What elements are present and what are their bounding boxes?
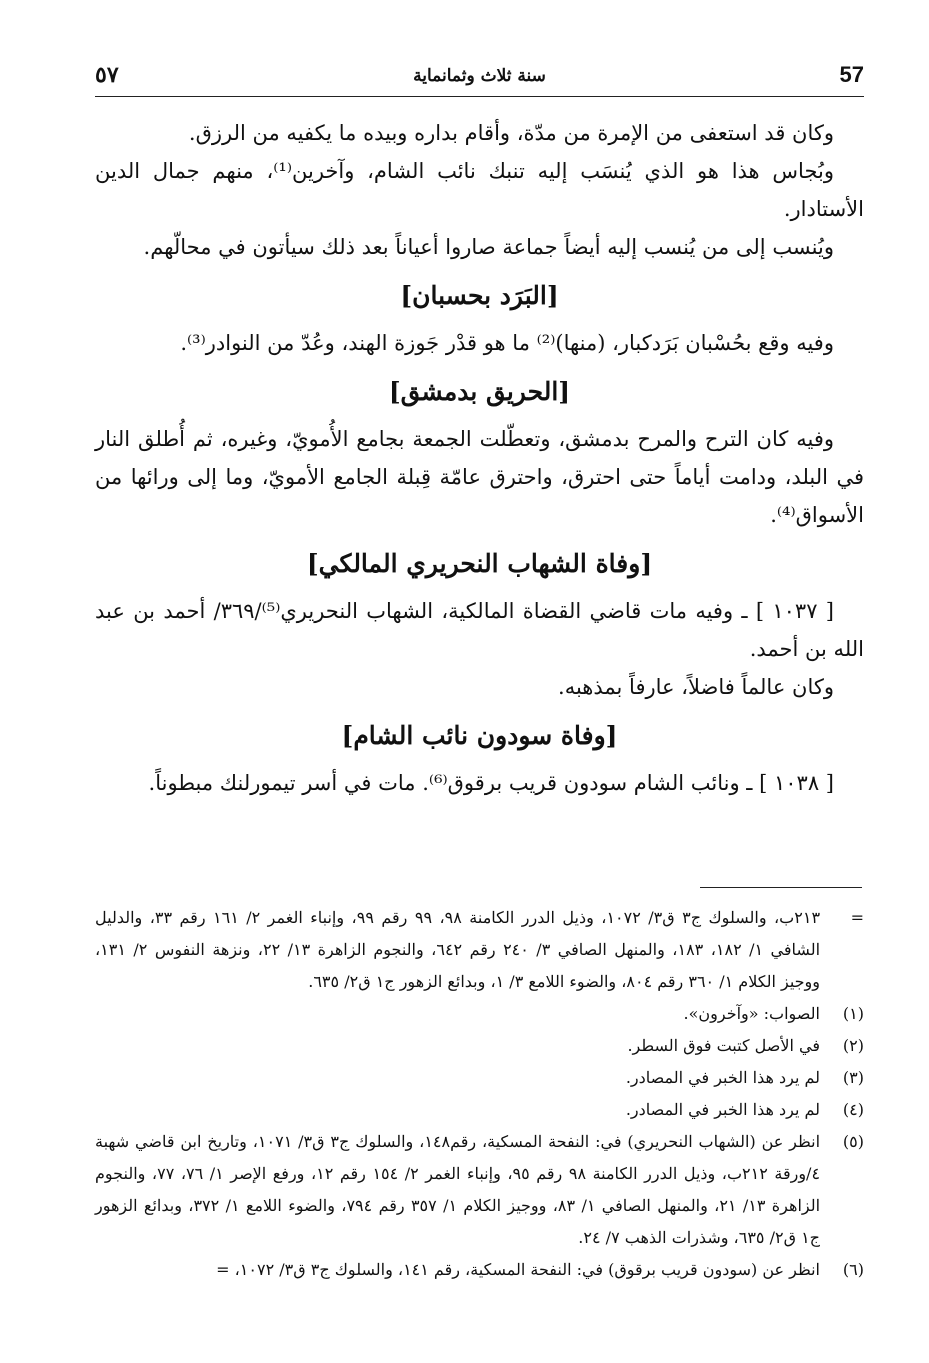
footnotes xyxy=(95,902,864,1286)
page-number-arabic: ٥٧ xyxy=(95,62,119,88)
footnote-text: انظر عن (الشهاب النحريري) في: النفحة المسكية، رقم١٤٨، والسلوك ج٣ ق٣/ ١٠٧١، وتاريخ ابن قاضي شهبة ٤/ورقة ٢١٢ب، وذيل الدرر الكامنة ٩٨ رقم ٩٥، وإنباء الغمر ٢/ ١٥٤ رقم ١٢، ورفع الإصر ١/ ٧٦، ٧٧، والنجوم الزاهرة ١٣/ ٢١، والمنهل الصافي ١/ ٨٣، ووجيز الكلام ١/ ٣٥٧ رقم ٧٩٤، والضوء اللامع ١/ ٣٧٢، وبدائع الزهور ج١ ق٢/ ٦٣٥، وشذرات الذهب ٧/ ٢٤. xyxy=(95,1132,821,1247)
page-number-latin: 57 xyxy=(839,62,864,87)
paragraph: وفيه كان الترح والمرح بدمشق، وتعطّلت الجمعة بجامع الأُمويّ، وغيره، ثم أُطلق النار في البلد، ودامت أياماً حتى احترق، واحترق عامّة قِبلة الجامع الأمويّ، وما إلى ورائها من الأسواق⁽⁴⁾. xyxy=(95,427,864,527)
footnote-text: لم يرد هذا الخبر في المصادر. xyxy=(625,1068,820,1087)
footnote-number: (١) xyxy=(842,1004,864,1023)
footnote-item xyxy=(95,998,864,1030)
footnote-rule xyxy=(700,887,862,888)
footnote-number: (٦) xyxy=(842,1260,864,1279)
page-header xyxy=(95,62,864,94)
footnote-number: = xyxy=(850,908,864,927)
paragraph: وفيه وقع بحُسْبان بَرَدكبار، (منها)⁽²⁾ ما هو قدْر جَوزة الهند، وعُدّ من النوادر⁽³⁾. xyxy=(180,331,834,355)
paragraph: وكان عالماً فاضلاً، عارفاً بمذهبه. xyxy=(558,675,834,699)
footnote-item xyxy=(95,1030,864,1062)
paragraph: وبُجاس هذا هو الذي يُنسَب إليه تنبك نائب الشام، وآخرين⁽¹⁾، منهم جمال الدين الأستادار. xyxy=(95,159,864,221)
section-heading: [البَرَد بحسبان] xyxy=(400,281,559,310)
section-heading: [وفاة الشهاب النحريري المالكي] xyxy=(306,549,653,578)
paragraph: ويُنسب إلى من يُنسب إليه أيضاً جماعة صاروا أعياناً بعد ذلك سيأتون في محالّهم. xyxy=(143,235,834,259)
main-text xyxy=(95,114,864,802)
header-rule xyxy=(95,96,864,97)
footnote-item xyxy=(95,1062,864,1094)
footnote-item xyxy=(95,1126,864,1254)
footnote-number: (٢) xyxy=(842,1036,864,1055)
paragraph: وكان قد استعفى من الإمرة من مدّة، وأقام بداره وبيده ما يكفيه من الرزق. xyxy=(188,121,834,145)
footnote-number: (٣) xyxy=(842,1068,864,1087)
running-title: سنة ثلاث وثمانماية xyxy=(413,66,546,86)
footnote-text: الصواب: «وآخرون». xyxy=(683,1004,820,1023)
footnote-number: (٥) xyxy=(842,1132,864,1151)
footnote-item xyxy=(95,902,864,998)
footnote-number: (٤) xyxy=(842,1100,864,1119)
paragraph: [ ١٠٣٨ ] ـ ونائب الشام سودون قريب برقوق⁽⁶⁾. مات في أسر تيمورلنك مبطوناً. xyxy=(148,771,834,795)
footnote-item xyxy=(95,1254,864,1286)
section-heading: [الحريق بدمشق] xyxy=(388,377,571,406)
paragraph: [ ١٠٣٧ ] ـ وفيه مات قاضي القضاة المالكية، الشهاب النحريري⁽⁵⁾/٣٦٩/ أحمد بن عبد الله بن أحمد. xyxy=(95,599,864,661)
footnote-text: لم يرد هذا الخبر في المصادر. xyxy=(625,1100,820,1119)
footnote-text: انظر عن (سودون قريب برقوق) في: النفحة المسكية، رقم ١٤١، والسلوك ج٣ ق٣/ ١٠٧٢، = xyxy=(216,1260,820,1279)
footnote-text: في الأصل كتبت فوق السطر. xyxy=(627,1036,820,1055)
section-heading: [وفاة سودون نائب الشام] xyxy=(341,721,618,750)
footnote-text: ٢١٣ب، والسلوك ج٣ ق٣/ ١٠٧٢، وذيل الدرر الكامنة ٩٨، ٩٩ رقم ٩٩، وإنباء الغمر ٢/ ١٦١ رقم ٣٣، والدليل الشافي ١/ ١٨٢، ١٨٣، والمنهل الصافي ٣/ ٢٤٠ رقم ٦٤٢، والنجوم الزاهرة ١٣/ ٢٢، ونزهة النفوس ٢/ ١٣١، ووجيز الكلام ١/ ٣٦٠ رقم ٨٠٤، والضوء اللامع ٣/ ١، وبدائع الزهور ج١ ق٢/ ٦٣٥. xyxy=(95,908,821,991)
footnote-item xyxy=(95,1094,864,1126)
